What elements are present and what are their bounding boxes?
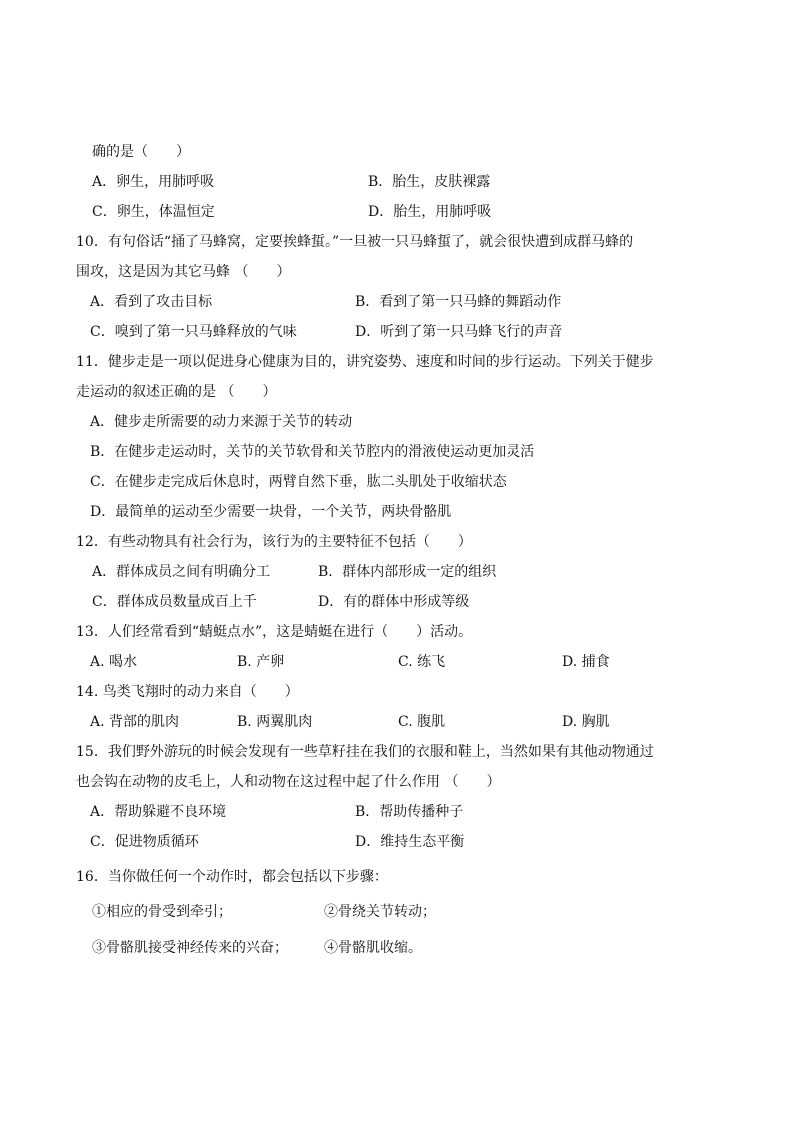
q10-stem-line-1: 10．有句俗话“捅了马蜂窝，定要挨蜂蜇。”一旦被一只马蜂蜇了，就会很快遭到成群马蜂的 [76,234,634,250]
q16-step-1: ①相应的骨受到牵引； [92,904,232,920]
q9-option-d: D．胎生，用肺呼吸 [368,204,492,220]
q15-option-c: C．促进物质循环 [90,834,199,850]
q13-option-b: B. 产卵 [237,654,285,670]
q16-step-3: ③骨骼肌接受神经传来的兴奋； [92,940,288,956]
q14-option-b: B. 两翼肌肉 [237,714,313,730]
q9-option-b: B．胎生，皮肤裸露 [368,174,491,190]
q10-option-a: A．看到了攻击目标 [90,294,213,310]
q11-option-c: C．在健步走完成后休息时，两臂自然下垂，肱二头肌处于收缩状态 [90,474,507,490]
q13-stem-line-1: 13．人们经常看到“蜻蜓点水”，这是蜻蜓在进行（ ）活动。 [76,624,473,640]
q15-stem-line-2: 也会钩在动物的皮毛上，人和动物在这过程中起了什么作用 （ ） [76,774,501,790]
q14-option-a: A. 背部的肌肉 [90,714,180,730]
q16-step-4: ④骨骼肌收缩。 [324,940,422,956]
q14-stem-line-1: 14. 鸟类飞翔时的动力来自（ ） [76,684,299,700]
q13-option-d: D. 捕食 [562,654,610,670]
q12-stem-line-1: 12．有些动物具有社会行为，该行为的主要特征不包括（ ） [76,534,472,550]
q13-option-a: A. 喝水 [90,654,138,670]
q16-stem-line-1: 16．当你做任何一个动作时，都会包括以下步骤： [76,869,388,885]
q11-stem-line-1: 11．健步走是一项以促进身心健康为目的，讲究姿势、速度和时间的步行运动。下列关于健步 [76,354,654,370]
q15-option-b: B．帮助传播种子 [355,804,464,820]
q9-option-c: C．卵生，体温恒定 [92,204,215,220]
q12-option-d: D．有的群体中形成等级 [318,594,470,610]
q16-step-2: ②骨绕关节转动； [324,904,436,920]
q12-option-c: C．群体成员数量成百上千 [92,594,257,610]
q11-stem-line-2: 走运动的叙述正确的是 （ ） [76,384,277,400]
q12-option-b: B．群体内部形成一定的组织 [318,564,497,580]
q15-stem-line-1: 15．我们野外游玩的时候会发现有一些草籽挂在我们的衣服和鞋上，当然如果有其他动物通过 [76,744,654,760]
q10-option-b: B．看到了第一只马蜂的舞蹈动作 [355,294,562,310]
q9-stem-line-1: 确的是（ ） [92,144,190,160]
q10-option-c: C．嗅到了第一只马蜂释放的气味 [90,324,297,340]
q10-stem-line-2: 围攻，这是因为其它马蜂 （ ） [76,264,291,280]
q10-option-d: D．听到了第一只马蜂飞行的声音 [355,324,563,340]
q9-option-a: A．卵生，用肺呼吸 [92,174,215,190]
q12-option-a: A．群体成员之间有明确分工 [92,564,271,580]
q15-option-d: D．维持生态平衡 [355,834,465,850]
q11-option-b: B．在健步走运动时，关节的关节软骨和关节腔内的滑液使运动更加灵活 [90,444,535,460]
q14-option-d: D. 胸肌 [562,714,610,730]
q15-option-a: A．帮助躲避不良环境 [90,804,227,820]
q11-option-d: D．最简单的运动至少需要一块骨，一个关节，两块骨骼肌 [90,504,452,520]
q11-option-a: A．健步走所需要的动力来源于关节的转动 [90,414,353,430]
q13-option-c: C. 练飞 [398,654,446,670]
q14-option-c: C. 腹肌 [398,714,446,730]
